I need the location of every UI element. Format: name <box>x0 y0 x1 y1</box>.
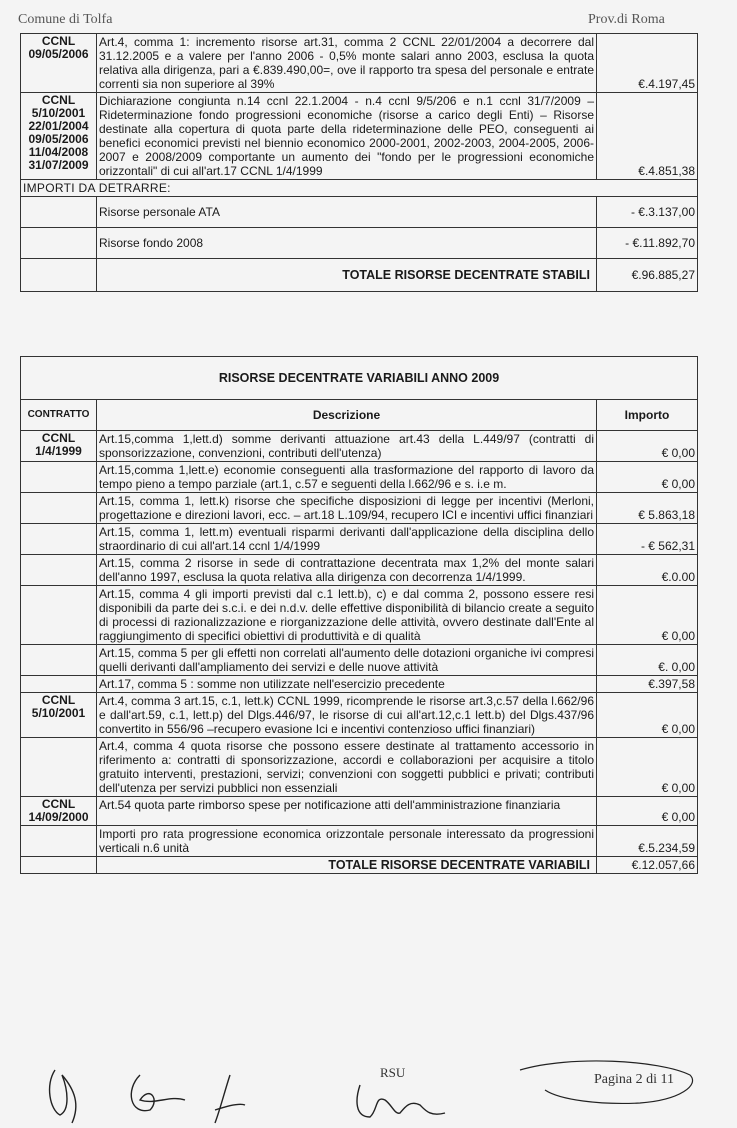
column-header-description: Descrizione <box>97 400 597 431</box>
description-cell: Art.4, comma 1: incremento risorse art.31, comma 2 CCNL 22/01/2004 a decorrere dal 31.12.2005 e a valere per l'anno 2006 - 0,5% monte salari anno 2003, esclusa la quota relativa alla dirigenza, pari a €.839.490,00=, ove il rapporto tra spesa del personale e entrate correnti sia non superiore al 39% <box>97 34 597 93</box>
description-cell: Art.15, comma 1, lett.m) eventuali risparmi derivanti dall'applicazione della disciplina dello straordinario di cui all'art.14 ccnl 1/4/1999 <box>97 524 597 555</box>
contract-cell <box>21 645 97 676</box>
table-row <box>21 493 698 524</box>
amount-cell: € 0,00 <box>597 693 698 738</box>
deduction-amount: - €.3.137,00 <box>597 197 698 228</box>
description-cell: Dichiarazione congiunta n.14 ccnl 22.1.2004 - n.4 ccnl 9/5/206 e n.1 ccnl 31/7/2009 – Rideterminazione fondo progressioni economiche (risorse a carico degli Enti) – Risorse destinate alla copertura di quota parte della rideterminazione delle PEO, conseguenti ai benefici economici previsti nel biennio economico 2000-2001, 2002-2003, 2004-2005, 2006-2007 e 2008/2009 comportante un aumento dei "fondo per le progressioni economiche orizzontali" di cui all'art.17 CCNL 1/4/1999 <box>97 93 597 180</box>
signatures <box>0 1055 737 1128</box>
header-province: Prov.di Roma <box>588 12 665 27</box>
column-header-amount: Importo <box>597 400 698 431</box>
variable-section-title: RISORSE DECENTRATE VARIABILI ANNO 2009 <box>21 357 698 400</box>
table-row <box>21 524 698 555</box>
column-header-contract: CONTRATTO <box>21 400 97 431</box>
contract-cell: CCNL 5/10/2001 <box>21 693 97 738</box>
table-row <box>21 797 698 826</box>
deduction-label: Risorse fondo 2008 <box>97 228 597 259</box>
deduction-amount: - €.11.892,70 <box>597 228 698 259</box>
deduction-row <box>21 197 698 228</box>
deduction-row <box>21 228 698 259</box>
contract-cell <box>21 826 97 857</box>
page-number: Pagina 2 di 11 <box>594 1072 674 1087</box>
amount-cell: €.5.234,59 <box>597 826 698 857</box>
signature-1 <box>50 1070 76 1123</box>
signature-2 <box>131 1075 185 1111</box>
description-cell: Art.4, comma 3 art.15, c.1, lett.k) CCNL 1999, ricomprende le risorse art.3,c.57 della l.662/96 e dall'art.59, c.1, lett.p) del Dlgs.446/97, le risorse di cui all'art.12,c.1 lett.b) del Dlgs.437/96 convertito in 556/96 –recupero evasione Ici e incentivi contenzioso uffici finanziari) <box>97 693 597 738</box>
contract-cell <box>21 555 97 586</box>
amount-cell: € 0,00 <box>597 738 698 797</box>
empty-cell <box>21 259 97 292</box>
total-row <box>21 259 698 292</box>
table-row <box>21 738 698 797</box>
table-row <box>21 462 698 493</box>
contract-cell <box>21 738 97 797</box>
contract-cell <box>21 586 97 645</box>
description-cell: Art.15, comma 2 risorse in sede di contrattazione decentrata max 1,2% del monte salari dell'anno 1997, esclusa la quota relativa alla dirigenza con decorrenza 1/4/1999. <box>97 555 597 586</box>
total-row <box>21 857 698 874</box>
empty-cell <box>21 228 97 259</box>
contract-cell: CCNL 14/09/2000 <box>21 797 97 826</box>
description-cell: Art.17, comma 5 : somme non utilizzate nell'esercizio precedente <box>97 676 597 693</box>
contract-cell: CCNL 09/05/2006 <box>21 34 97 93</box>
amount-cell: - € 562,31 <box>597 524 698 555</box>
total-amount: €.12.057,66 <box>597 857 698 874</box>
amount-cell: €.4.851,38 <box>597 93 698 180</box>
description-cell: Art.15, comma 5 per gli effetti non correlati all'aumento delle dotazioni organiche ivi compresi quelli derivanti dall'ampliamento dei servizi e delle nuove attività <box>97 645 597 676</box>
empty-cell <box>21 197 97 228</box>
description-cell: Art.15, comma 1, lett.k) risorse che specifiche disposizioni di legge per incentivi (Merloni, progettazione e direzioni lavori, ecc. – art.18 L.109/94, recupero ICI e incentivi uffici finanziari <box>97 493 597 524</box>
description-cell: Importi pro rata progressione economica orizzontale personale interessato da progressioni verticali n.6 unità <box>97 826 597 857</box>
table-row <box>21 693 698 738</box>
amount-cell: €.4.197,45 <box>597 34 698 93</box>
description-cell: Art.15, comma 4 gli importi previsti dal c.1 lett.b), c) e dal comma 2, possono essere resi disponibili da parte dei s.c.i. e dei n.d.v. delle effettive disponibilità di bilancio create a seguito di processi di razionalizzazione e riorganizzazione delle attività, ovvero destinate dall'Ente al raggiungimento di specifici obiettivi di produttività e di qualità <box>97 586 597 645</box>
deduct-header-row <box>21 180 698 197</box>
description-cell: Art.15,comma 1,lett.d) somme derivanti attuazione art.43 della L.449/97 (contratti di sponsorizzazione, convenzioni, contributi dell'utenza) <box>97 431 597 462</box>
table-row <box>21 93 698 180</box>
table-row <box>21 34 698 93</box>
table-row <box>21 431 698 462</box>
contract-cell <box>21 493 97 524</box>
amount-cell: € 0,00 <box>597 462 698 493</box>
table-row <box>21 645 698 676</box>
amount-cell: €.0.00 <box>597 555 698 586</box>
description-cell: Art.54 quota parte rimborso spese per notificazione atti dell'amministrazione finanziaria <box>97 797 597 826</box>
amount-cell: € 5.863,18 <box>597 493 698 524</box>
signature-3 <box>215 1075 245 1123</box>
amount-cell: €. 0,00 <box>597 645 698 676</box>
signature-4 <box>357 1085 445 1117</box>
amount-cell: € 0,00 <box>597 431 698 462</box>
empty-cell <box>21 857 97 874</box>
header-municipality: Comune di Tolfa <box>18 12 113 27</box>
table-row <box>21 676 698 693</box>
total-label: TOTALE RISORSE DECENTRATE STABILI <box>97 259 597 292</box>
contract-cell <box>21 524 97 555</box>
deduct-title: IMPORTI DA DETRARRE: <box>21 180 698 197</box>
amount-cell: € 0,00 <box>597 797 698 826</box>
amount-cell: € 0,00 <box>597 586 698 645</box>
total-label: TOTALE RISORSE DECENTRATE VARIABILI <box>97 857 597 874</box>
stable-resources-table <box>20 33 698 292</box>
amount-cell: €.397,58 <box>597 676 698 693</box>
description-cell: Art.4, comma 4 quota risorse che possono essere destinate al trattamento accessorio in riferimento a: contratti di sponsorizzazione, accordi e collaborazioni per acquisire a titolo gratuito interventi, prestazioni, servizi; convenzioni con soggetti pubblici e privati; contributi dell'utenza per servizi pubblici non essenziali <box>97 738 597 797</box>
variable-resources-table <box>20 356 698 874</box>
contract-cell <box>21 676 97 693</box>
deduction-label: Risorse personale ATA <box>97 197 597 228</box>
description-cell: Art.15,comma 1,lett.e) economie conseguenti alla trasformazione del rapporto di lavoro da tempo pieno a tempo parziale (art.1, c.57 e seguenti della l.662/96 e s. i.e m. <box>97 462 597 493</box>
total-amount: €.96.885,27 <box>597 259 698 292</box>
table-row <box>21 826 698 857</box>
contract-cell: CCNL 1/4/1999 <box>21 431 97 462</box>
table-row <box>21 586 698 645</box>
contract-cell <box>21 462 97 493</box>
rsu-label: RSU <box>380 1065 406 1080</box>
contract-cell: CCNL 5/10/2001 22/01/2004 09/05/2006 11/04/2008 31/07/2009 <box>21 93 97 180</box>
table-row <box>21 555 698 586</box>
